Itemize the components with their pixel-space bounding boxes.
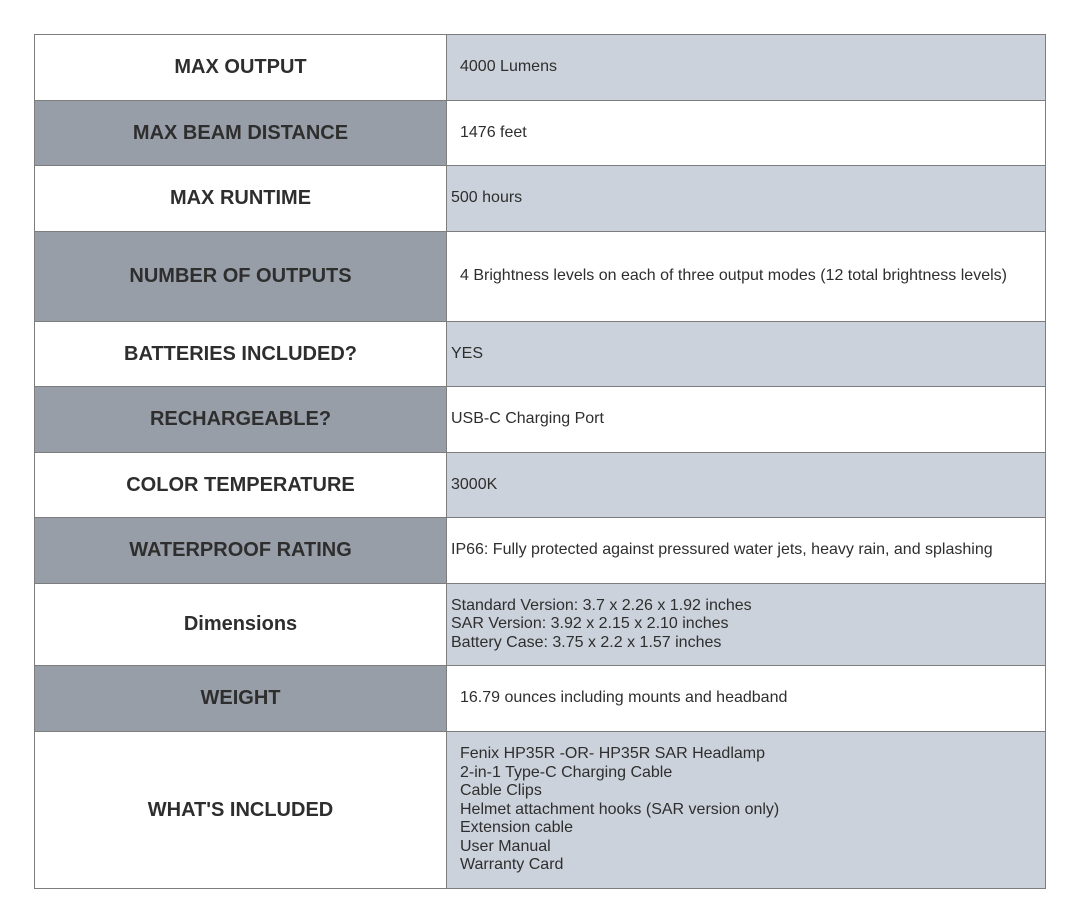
value-line: Fenix HP35R -OR- HP35R SAR Headlamp — [460, 745, 765, 763]
value-line: Extension cable — [460, 819, 573, 837]
row-value-dimensions — [447, 584, 1046, 666]
row-label-whats-included: WHAT'S INCLUDED — [35, 732, 447, 889]
row-label-color-temperature: COLOR TEMPERATURE — [35, 453, 447, 518]
value-line: IP66: Fully protected against pressured water jets, heavy rain, and splashing — [451, 541, 993, 559]
table-row — [35, 732, 1046, 889]
value-line: 1476 feet — [460, 123, 527, 141]
row-value-max-beam-distance — [447, 101, 1046, 166]
value-line: 500 hours — [451, 189, 523, 207]
spec-table — [34, 34, 1046, 889]
row-value-max-runtime — [447, 166, 1046, 232]
value-line: 3000K — [451, 475, 498, 493]
table-row — [35, 35, 1046, 101]
row-label-number-of-outputs: NUMBER OF OUTPUTS — [35, 232, 447, 322]
row-value-number-of-outputs — [447, 232, 1046, 322]
table-row — [35, 453, 1046, 518]
value-line: 4 Brightness levels on each of three output modes (12 total brightness levels) — [460, 267, 1007, 285]
row-label-rechargeable: RECHARGEABLE? — [35, 387, 447, 453]
value-line: 16.79 ounces including mounts and headband — [460, 689, 788, 707]
row-label-max-runtime: MAX RUNTIME — [35, 166, 447, 232]
row-value-weight — [447, 666, 1046, 732]
value-line: 4000 Lumens — [460, 58, 557, 76]
table-row — [35, 166, 1046, 232]
table-row — [35, 387, 1046, 453]
value-line: User Manual — [460, 837, 551, 855]
table-row — [35, 101, 1046, 166]
row-label-weight: WEIGHT — [35, 666, 447, 732]
row-label-batteries-included: BATTERIES INCLUDED? — [35, 322, 447, 387]
row-value-batteries-included — [447, 322, 1046, 387]
row-label-waterproof-rating: WATERPROOF RATING — [35, 518, 447, 584]
row-label-dimensions: Dimensions — [35, 584, 447, 666]
table-row — [35, 584, 1046, 666]
value-line: Warranty Card — [460, 856, 564, 874]
row-value-color-temperature — [447, 453, 1046, 518]
row-value-rechargeable — [447, 387, 1046, 453]
value-line: Cable Clips — [460, 782, 542, 800]
table-row — [35, 666, 1046, 732]
row-value-waterproof-rating — [447, 518, 1046, 584]
table-row — [35, 518, 1046, 584]
row-label-max-output: MAX OUTPUT — [35, 35, 447, 101]
value-line: SAR Version: 3.92 x 2.15 x 2.10 inches — [451, 615, 729, 633]
row-label-max-beam-distance: MAX BEAM DISTANCE — [35, 101, 447, 166]
value-line: Standard Version: 3.7 x 2.26 x 1.92 inches — [451, 596, 752, 614]
table-row — [35, 232, 1046, 322]
value-line: USB-C Charging Port — [451, 410, 604, 428]
table-row — [35, 322, 1046, 387]
value-line: Helmet attachment hooks (SAR version only) — [460, 800, 780, 818]
value-line: YES — [451, 344, 484, 362]
row-value-whats-included — [447, 732, 1046, 889]
row-value-max-output — [447, 35, 1046, 101]
value-line: Battery Case: 3.75 x 2.2 x 1.57 inches — [451, 633, 722, 651]
value-line: 2-in-1 Type-C Charging Cable — [460, 763, 673, 781]
